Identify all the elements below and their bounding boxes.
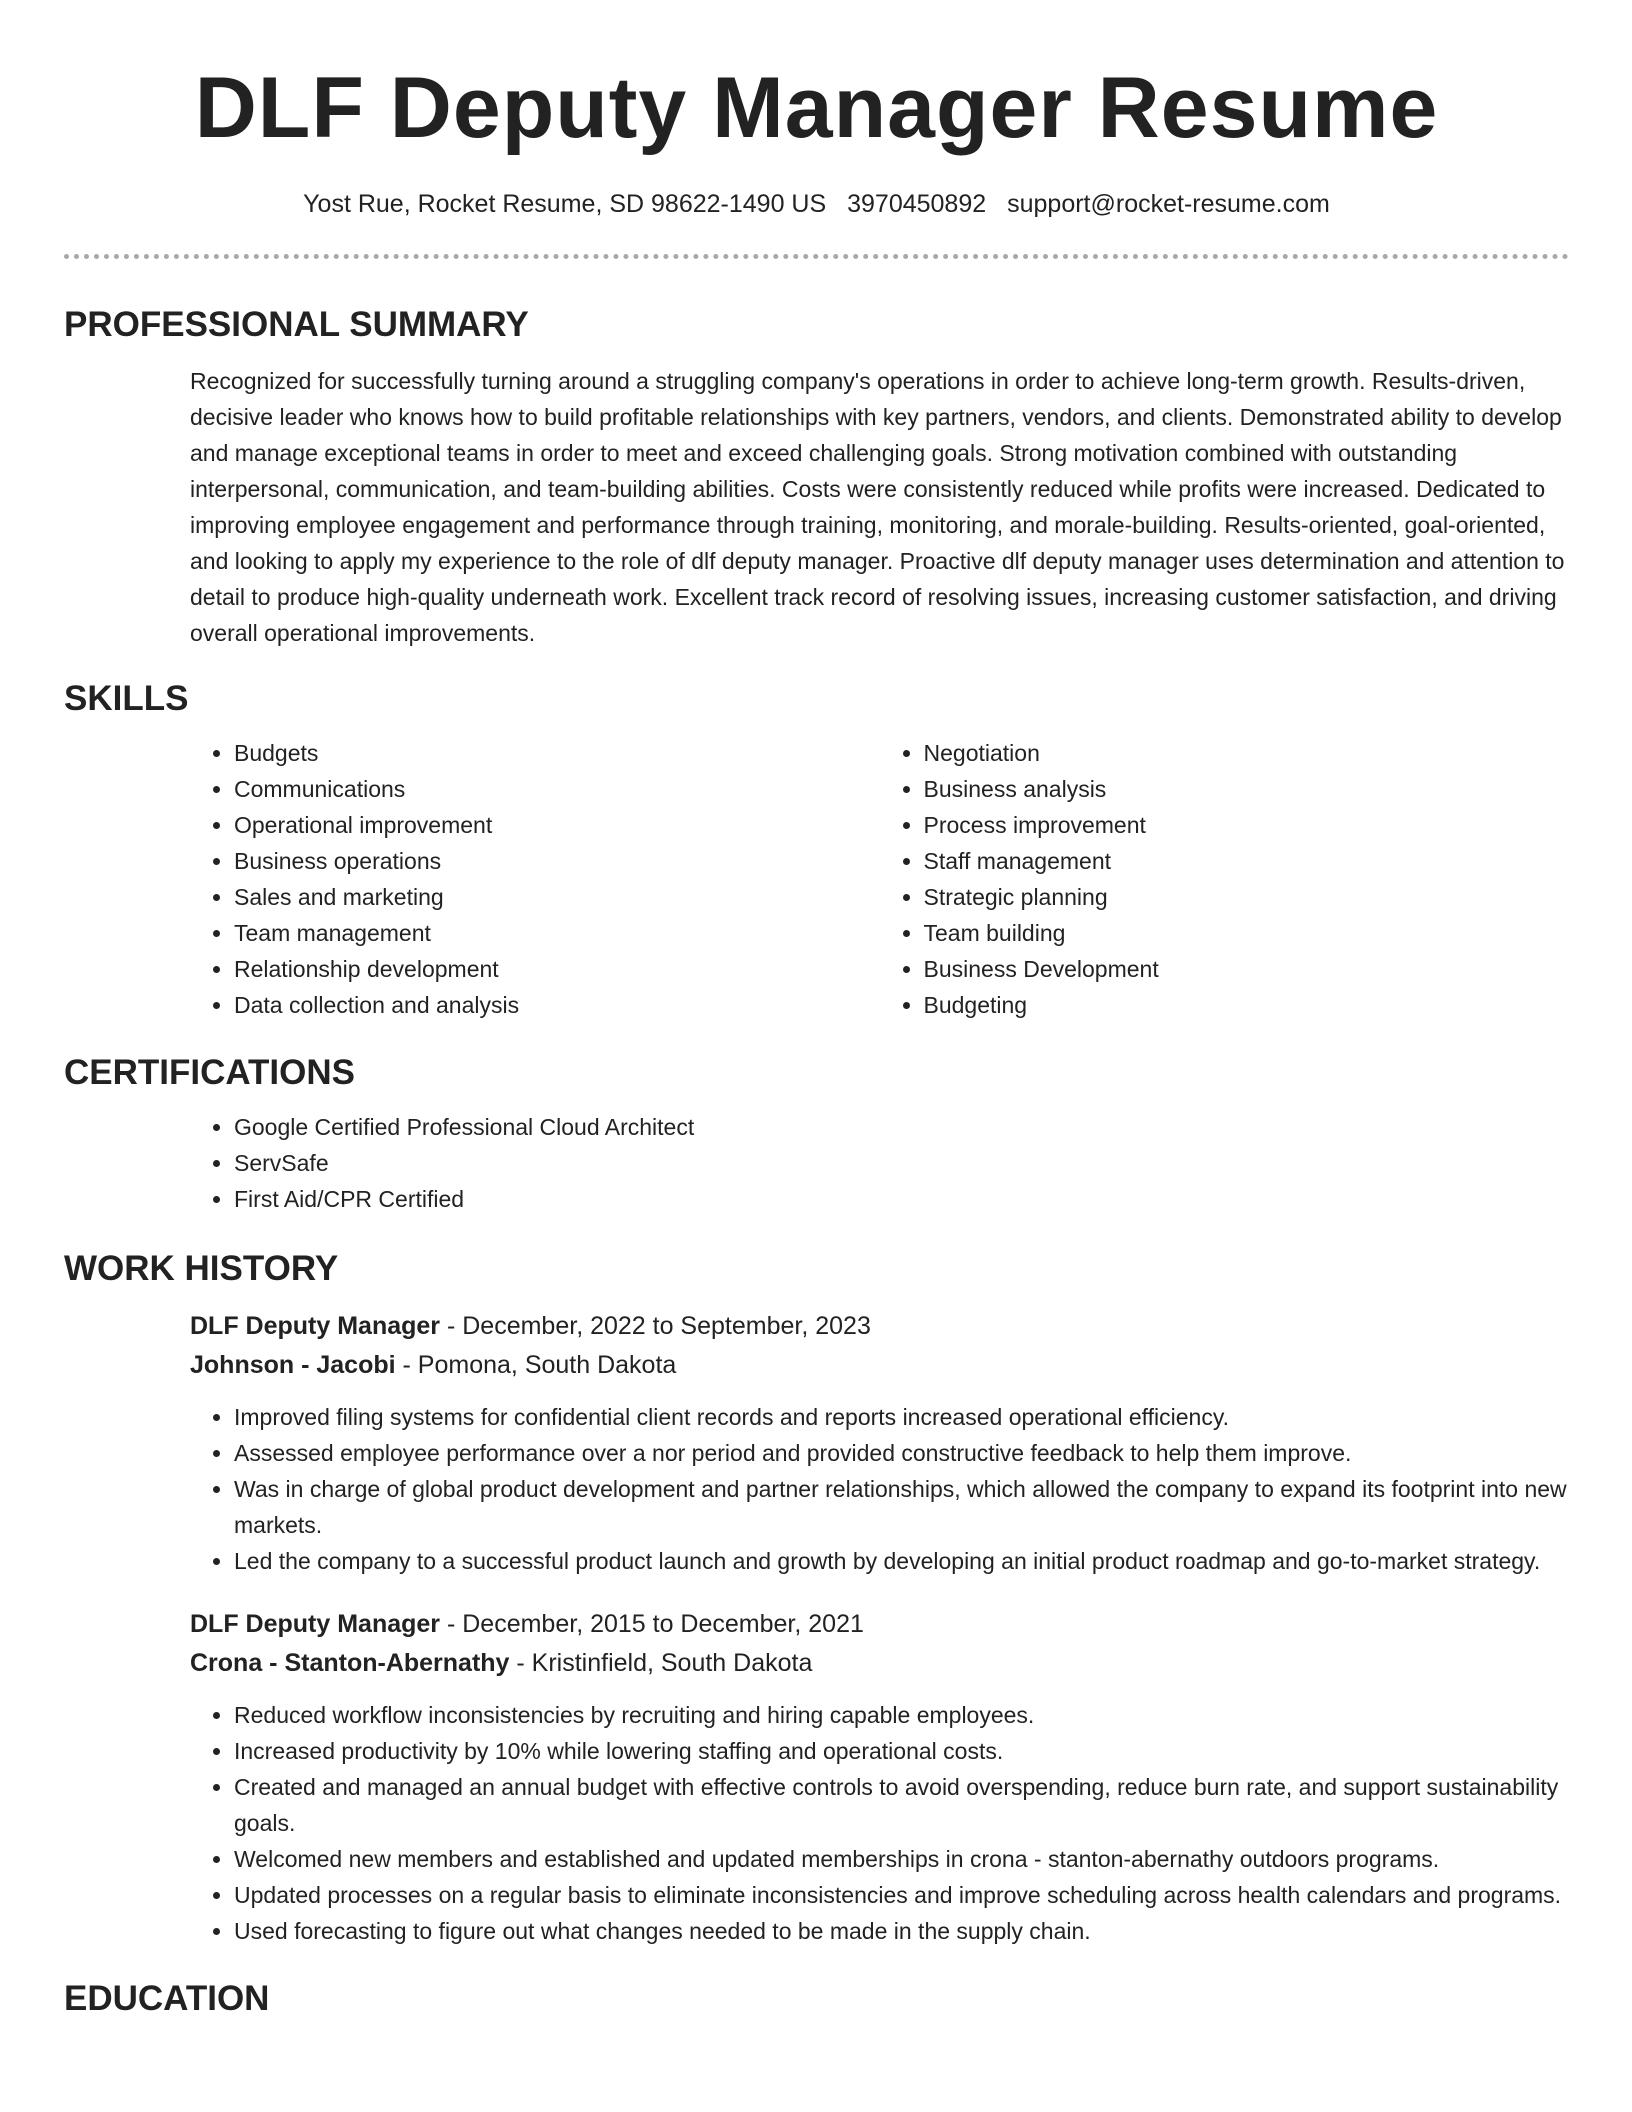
certification-item: • Google Certified Professional Cloud Architect — [234, 1109, 1569, 1145]
skill-item: • Team building — [924, 915, 1570, 951]
summary-text: Recognized for successfully turning around a struggling company's operations in order to achieve long-term growth. Results-driven, decisive leader who knows how to build profitable relationships with key partners, vendors, and clients. Demonstrated ability to develop and manage exceptional teams in order to meet and exceed challenging goals. Strong motivation combined with outstanding interpersonal, communication, and team-building abilities. Costs were consistently reduced while profits were increased. Dedicated to improving employee engagement and performance through training, monitoring, and morale-building. Results-oriented, goal-oriented, and looking to apply my experience to the role of dlf deputy manager. Proactive dlf deputy manager uses determination and attention to detail to produce high-quality underneath work. Excellent track record of resolving issues, increasing customer satisfaction, and driving overall operational improvements. — [190, 368, 1565, 646]
education-heading: EDUCATION — [64, 1979, 270, 2018]
job-title: DLF Deputy Manager — [190, 1610, 441, 1638]
skill-item: • Negotiation — [924, 735, 1570, 771]
skills-column-right — [880, 735, 1570, 1023]
job-location: - Pomona, South Dakota — [395, 1351, 677, 1379]
skill-item: • Sales and marketing — [234, 879, 880, 915]
job-title-line — [190, 1605, 1569, 1644]
job-bullet: • Welcomed new members and established and updated memberships in crona - stanton-abernathy outdoors programs. — [234, 1841, 1569, 1877]
summary-heading: PROFESSIONAL SUMMARY — [64, 305, 529, 344]
resume-title: DLF Deputy Manager Resume — [194, 60, 1439, 156]
skill-item: • Strategic planning — [924, 879, 1570, 915]
skill-item: • Team management — [234, 915, 880, 951]
header-divider — [64, 254, 1569, 259]
job-dates: - December, 2022 to September, 2023 — [440, 1312, 871, 1340]
job-company-line — [190, 1346, 1569, 1385]
certification-item: • First Aid/CPR Certified — [234, 1181, 1569, 1217]
skills-list — [190, 735, 1569, 1023]
job-company-line — [190, 1644, 1569, 1683]
job-company: Johnson - Jacobi — [190, 1351, 396, 1379]
skills-column-left — [190, 735, 880, 1023]
certifications-list — [190, 1109, 1569, 1217]
contact-phone: 3970450892 — [847, 190, 987, 218]
job-bullet: • Assessed employee performance over a nor period and provided constructive feedback to help them improve. — [234, 1435, 1569, 1471]
contact-line — [64, 188, 1569, 220]
certifications-heading: CERTIFICATIONS — [64, 1053, 356, 1092]
job-location: - Kristinfield, South Dakota — [509, 1649, 813, 1677]
skill-item: • Communications — [234, 771, 880, 807]
work-history-heading: WORK HISTORY — [64, 1249, 339, 1288]
contact-email: support@rocket-resume.com — [1007, 190, 1330, 218]
job-bullets — [190, 1697, 1569, 1949]
job-entry — [190, 1605, 1569, 1683]
job-title-line — [190, 1307, 1569, 1346]
skill-item: • Operational improvement — [234, 807, 880, 843]
job-company: Crona - Stanton-Abernathy — [190, 1649, 510, 1677]
skill-item: • Budgets — [234, 735, 880, 771]
job-bullet: • Led the company to a successful product launch and growth by developing an initial product roadmap and go-to-market strategy. — [234, 1543, 1569, 1579]
skill-item: • Business operations — [234, 843, 880, 879]
job-dates: - December, 2015 to December, 2021 — [440, 1610, 864, 1638]
job-bullet: • Created and managed an annual budget with effective controls to avoid overspending, reduce burn rate, and support sustainability goals. — [234, 1769, 1569, 1841]
skill-item: • Staff management — [924, 843, 1570, 879]
job-bullet: • Reduced workflow inconsistencies by recruiting and hiring capable employees. — [234, 1697, 1569, 1733]
contact-address: Yost Rue, Rocket Resume, SD 98622-1490 US — [303, 190, 827, 218]
job-bullet: • Used forecasting to figure out what changes needed to be made in the supply chain. — [234, 1913, 1569, 1949]
job-title: DLF Deputy Manager — [190, 1312, 441, 1340]
job-bullet: • Updated processes on a regular basis to eliminate inconsistencies and improve scheduling across health calendars and programs. — [234, 1877, 1569, 1913]
job-bullet: • Increased productivity by 10% while lowering staffing and operational costs. — [234, 1733, 1569, 1769]
skill-item: • Relationship development — [234, 951, 880, 987]
job-bullet: • Was in charge of global product development and partner relationships, which allowed the company to expand its footprint into new markets. — [234, 1471, 1569, 1543]
resume-page — [64, 0, 1569, 2021]
skill-item: • Budgeting — [924, 987, 1570, 1023]
skill-item: • Business analysis — [924, 771, 1570, 807]
skill-item: • Data collection and analysis — [234, 987, 880, 1023]
skills-heading: SKILLS — [64, 679, 189, 718]
skill-item: • Business Development — [924, 951, 1570, 987]
job-entry — [190, 1307, 1569, 1385]
skill-item: • Process improvement — [924, 807, 1570, 843]
job-bullets — [190, 1399, 1569, 1579]
job-bullet: • Improved filing systems for confidential client records and reports increased operational efficiency. — [234, 1399, 1569, 1435]
certification-item: • ServSafe — [234, 1145, 1569, 1181]
